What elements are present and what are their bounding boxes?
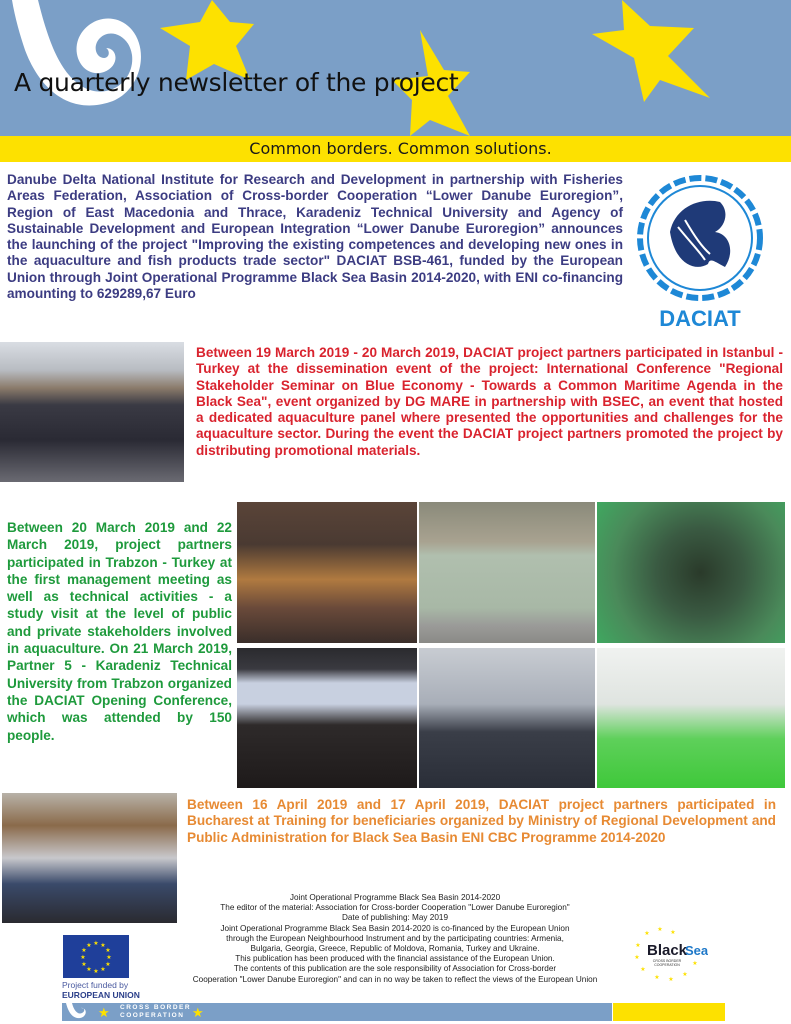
svg-text:★: ★ [682,971,688,978]
meeting-table-photo [237,502,417,643]
intro-paragraph: Danube Delta National Institute for Research and Development in partnership with Fisheries Areas Federation, Association of Cross-border Cooperation “Lower Danube Euroregion”, Region of East Macedonia and Thrace, Karadeniz Technical University and Agency of Sustainable Development and European Integration “Lower Danube Euroregion” announces the launching of the project "Improving the existing competences and developing new ones in the aquaculture and fish products trade sector" DACIAT BSB-461, funded by the European Union through Joint Operational Programme Black Sea Basin 2014-2020, with ENI co-financing amounting to 629289,67 Euro [7,172,623,302]
office-meeting-photo [419,648,595,788]
svg-text:★: ★ [634,954,640,961]
cross-border-cooperation-bar [62,1003,612,1021]
trabzon-photo-grid [237,502,785,788]
bucharest-event-paragraph: Between 16 April 2019 and 17 April 2019, DACIAT project partners participated in Bucharest at Training for beneficiaries organized by Ministry of Regional Development and Public Administration for Black Sea Basin ENI CBC Programme 2014-2020 [187,797,776,845]
svg-text:★: ★ [81,947,87,954]
footer-line: Joint Operational Programme Black Sea Basin 2014-2020 [289,893,501,902]
hatchery-tanks-photo [597,648,785,788]
svg-text:★: ★ [692,960,698,967]
svg-text:★: ★ [640,966,646,973]
svg-text:★: ★ [668,976,674,983]
svg-text:★: ★ [93,940,99,947]
svg-text:★: ★ [86,942,92,949]
footer-line: Cooperation "Lower Danube Euroregion" and can in no way be taken to reflect the views of the European Union [192,974,598,984]
fish-icon [670,201,730,267]
eu-caption-funded: Project funded by [62,980,129,990]
tagline-bar [0,136,791,162]
footer-line: This publication has been produced with the financial assistance of the European Union. [235,954,555,964]
swirl-icon [66,1003,86,1018]
blacksea-sub2: COOPERATION [654,963,680,967]
footer-line: The contents of this publication are the sole responsibility of Association for Cross-border [233,964,557,974]
daciat-logo [630,172,770,332]
svg-text:★: ★ [644,930,650,937]
svg-text:★: ★ [100,966,106,973]
eu-caption-name: EUROPEAN UNION [62,990,140,1000]
blacksea-sub1: CROSS BORDER [652,959,682,963]
newsletter-title: A quarterly newsletter of the project [14,68,459,97]
reservoir-fish-cages-photo [419,502,595,643]
black-sea-cbc-logo [633,925,708,985]
svg-text:★: ★ [81,961,87,968]
blacksea-word1: Black [647,942,688,959]
footer-line: Joint Operational Programme Black Sea Basin 2014-2020 is co-financed by the European Union [220,923,570,933]
footer-line: The editor of the material: Association for Cross-border Cooperation "Lower Danube Euroregion" [220,903,570,913]
svg-text:★: ★ [105,961,111,968]
svg-text:★: ★ [86,966,92,973]
istanbul-event-paragraph: Between 19 March 2019 - 20 March 2019, DACIAT project partners participated in Istanbul - Turkey at the dissemination event of the project: International Conference "Regional Stakeholder Seminar on Blue Economy - Towards a Common Maritime Agenda in the Black Sea", event organized by DG MARE in partnership with BSEC, an event that hosted a dedicated aquaculture panel where presented the opportunities and challenges for the aquaculture sector. During the event the DACIAT project partners promoted the project by distributing promotional materials. [196,345,783,458]
footer-line: Date of publishing: May 2019 [341,913,449,923]
cbc-label [120,1004,191,1020]
footer-disclaimer [160,893,630,985]
svg-text:★: ★ [93,968,99,975]
svg-text:★: ★ [105,947,111,954]
footer-line: Bulgaria, Georgia, Greece, Republic of Moldova, Romania, Turkey and Ukraine. [250,944,540,954]
star-icon [592,0,710,102]
trabzon-event-paragraph: Between 20 March 2019 and 22 March 2019, project partners participated in Trabzon - Turkey at the first management meeting as well as technical activities - a study visit at the level of public and private stakeholders involved in aquaculture. On 21 March 2019, Partner 5 - Karadeniz Technical University from Trabzon organized the DACIAT Opening Conference, which was attended by 150 people. [7,520,232,743]
underwater-fish-photo [597,502,785,643]
footer-yellow-bar [613,1003,725,1021]
svg-text:★: ★ [654,974,660,981]
cbc-label-line2: COOPERATION [120,1012,185,1019]
svg-text:★: ★ [100,942,106,949]
svg-text:★: ★ [657,926,663,933]
svg-text:★: ★ [670,929,676,936]
svg-text:★: ★ [106,954,112,961]
conference-audience-photo [0,342,184,482]
svg-text:★: ★ [80,954,86,961]
tagline: Common borders. Common solutions. [249,139,552,158]
header-banner [0,0,791,136]
footer-line: through the European Neighbourhood Instrument and by the participating countries: Armenia, [226,933,564,943]
star-icon: ★ [192,1006,204,1021]
opening-conference-photo [237,648,417,788]
cbc-label-line1: CROSS BORDER [120,1004,192,1011]
svg-text:★: ★ [635,942,641,949]
eu-flag-icon [63,935,129,978]
daciat-logo-label: DACIAT [659,306,741,331]
star-icon: ★ [98,1006,110,1021]
blacksea-word2: Sea [685,943,708,958]
training-round-table-photo [2,793,177,923]
